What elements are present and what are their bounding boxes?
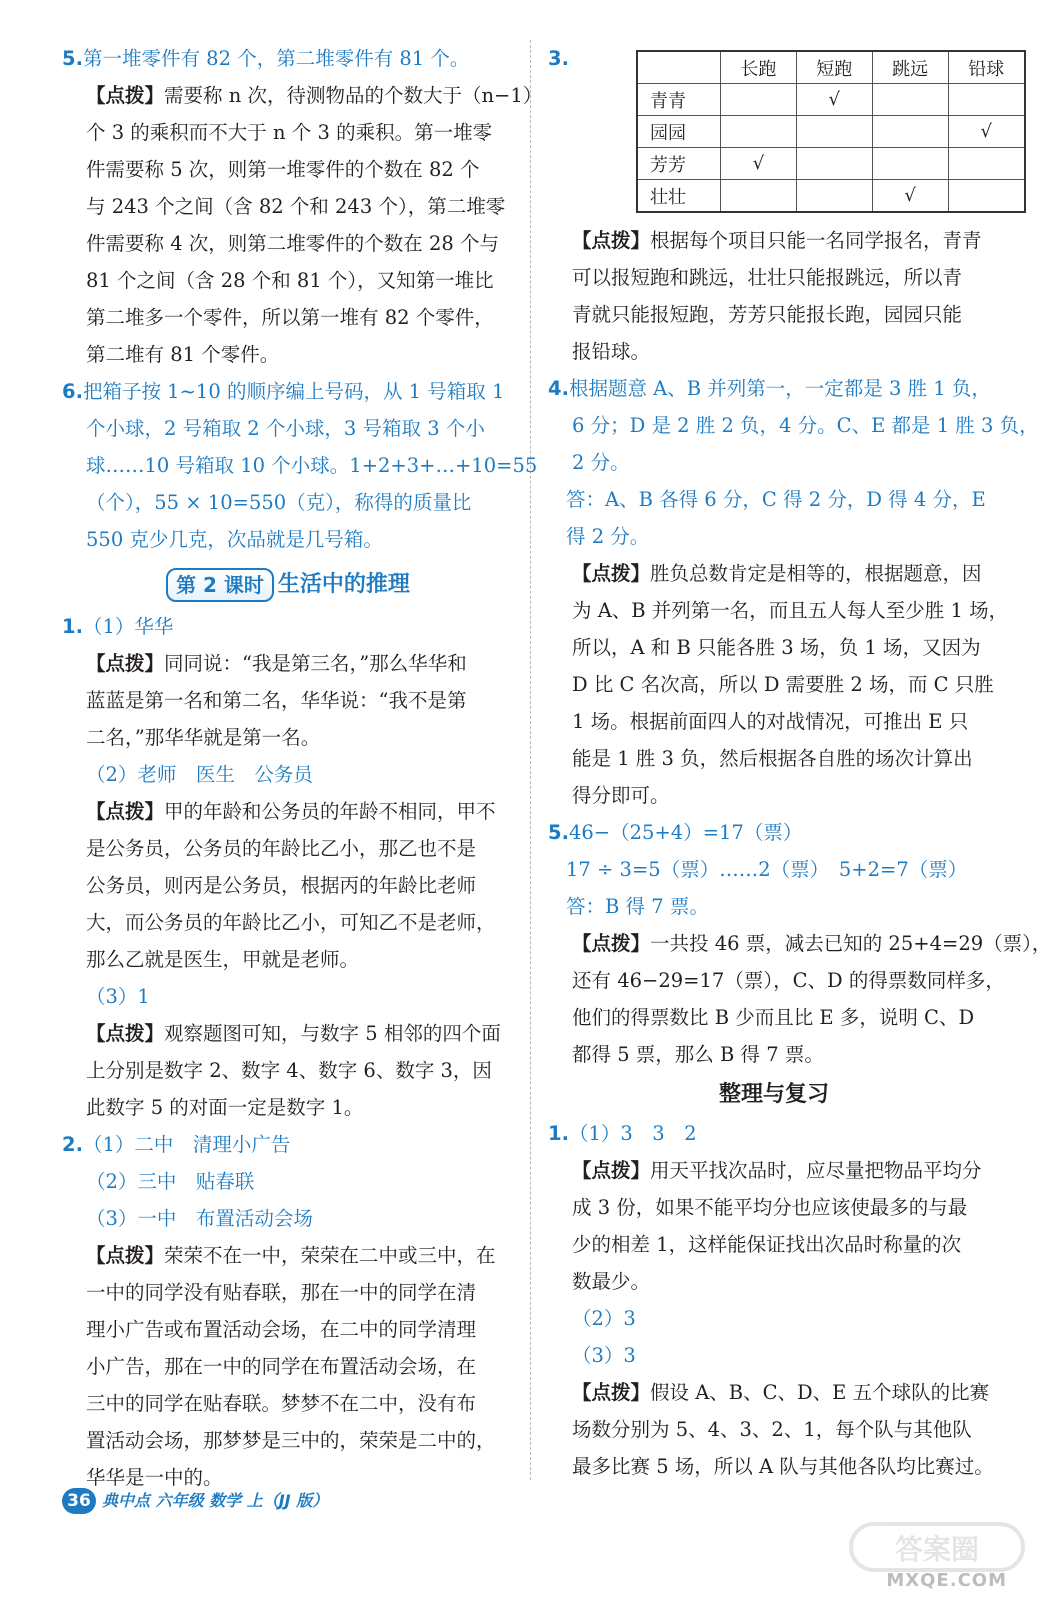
question-number: 6.: [62, 380, 83, 403]
question-number: 4.: [548, 377, 569, 400]
table-cell: √: [948, 116, 1025, 148]
table-row: [637, 148, 1025, 180]
r1-part3: （3）3: [572, 1344, 636, 1367]
left-column: [62, 40, 543, 1496]
hint-line: 青就只能报短跑，芳芳只能报长跑，园园只能: [572, 303, 963, 326]
q1-part3: （3）1: [86, 985, 150, 1008]
r1-part1: [548, 1115, 1000, 1152]
hint-text: 一共投 46 票，减去已知的 25+4=29（票），: [650, 932, 1051, 955]
book-title: 典中点 六年级 数学 上（JJ 版）: [102, 1491, 329, 1510]
table-cell: [721, 180, 797, 213]
page-footer: [62, 1488, 328, 1518]
hint-line: 81 个之间（含 28 个和 81 个），又知第一堆比: [86, 269, 494, 292]
q2-part3: （3）一中 布置活动会场: [86, 1207, 313, 1230]
q6-line: 个小球，2 号箱取 2 个小球，3 号箱取 3 个小: [86, 417, 485, 440]
table-cell: √: [796, 84, 872, 116]
section-heading: [62, 560, 514, 608]
table-header-row: [637, 51, 1025, 84]
hint-line: 还有 46−29=17（票），C、D 的得票数同样多，: [572, 969, 1005, 992]
column-header: 长跑: [721, 51, 797, 84]
q6-answer-line: [62, 373, 514, 410]
hint-line: [548, 222, 1000, 259]
hint-line: 成 3 份，如果不能平均分也应该使最多的与最: [572, 1196, 968, 1219]
hint-line: D 比 C 名次高，所以 D 需要胜 2 场，而 C 只胜: [572, 673, 994, 696]
table-cell: [872, 116, 948, 148]
table-cell: [872, 84, 948, 116]
table-cell: √: [721, 148, 797, 180]
hint-tag: 【点拨】: [86, 800, 165, 823]
hint-line: 报铅球。: [572, 340, 651, 363]
q4-answer: 答：A、B 各得 6 分，C 得 2 分，D 得 4 分，E: [566, 488, 986, 511]
table-cell: [796, 148, 872, 180]
hint-text: 观察题图可知，与数字 5 相邻的四个面: [164, 1022, 501, 1045]
section-heading: [548, 1075, 1000, 1115]
q4-line: 2 分。: [572, 451, 630, 474]
table-cell: [721, 116, 797, 148]
table-row: [637, 84, 1025, 116]
watermark-logo-text: 答案圈: [894, 1533, 980, 1566]
column-header: 短跑: [796, 51, 872, 84]
lesson-pill: 第 2 课时: [166, 568, 274, 602]
q1-answer: （1）华华: [82, 615, 174, 638]
row-header: 芳芳: [637, 148, 721, 180]
hint-line: 件需要称 4 次，则第二堆零件的个数在 28 个与: [86, 232, 500, 255]
hint-line: [62, 77, 543, 114]
hint-text: 同同说：“我是第三名，”那么华华和: [164, 652, 467, 675]
hint-line: 场数分别为 5、4、3、2、1，每个队与其他队: [572, 1418, 972, 1441]
hint-line: 理小广告或布置活动会场，在二中的同学清理: [86, 1318, 477, 1341]
question-number: 2.: [62, 1133, 83, 1156]
table-cell: √: [872, 180, 948, 213]
hint-line: 件需要称 5 次，则第一堆零件的个数在 82 个: [86, 158, 480, 181]
hint-line: 公务员，则丙是公务员，根据丙的年龄比老师: [86, 874, 477, 897]
hint-line: [548, 555, 1000, 592]
hint-line: 所以，A 和 B 只能各胜 3 场，负 1 场，又因为: [572, 636, 981, 659]
q6-line: 球……10 号箱取 10 个小球。1+2+3+…+10=55: [86, 454, 538, 477]
hint-line: [62, 1237, 514, 1274]
hint-line: 最多比赛 5 场，所以 A 队与其他各队均比赛过。: [572, 1455, 994, 1478]
q3-block: [548, 40, 1005, 222]
question-number: 5.: [548, 821, 569, 844]
hint-line: [62, 1015, 514, 1052]
table-row: [637, 180, 1025, 213]
hint-text: 甲的年龄和公务员的年龄不相同，甲不: [164, 800, 496, 823]
question-number: 5.: [62, 47, 83, 70]
hint-line: 个 3 的乘积而不大于 n 个 3 的乘积。第一堆零: [86, 121, 493, 144]
hint-line: 二名，”那华华就是第一名。: [86, 726, 321, 749]
table-cell: [796, 116, 872, 148]
hint-line: 是公务员，公务员的年龄比乙小，那乙也不是: [86, 837, 477, 860]
hint-line: 为 A、B 并列第一名，而且五人每人至少胜 1 场，: [572, 599, 1009, 622]
column-divider: [530, 40, 531, 1480]
hint-line: 那么乙就是医生，甲就是老师。: [86, 948, 360, 971]
hint-line: 少的相差 1，这样能保证找出次品时称量的次: [572, 1233, 962, 1256]
question-number: 1.: [548, 1122, 569, 1145]
q5-equation: 46−（25+4）=17（票）: [568, 821, 803, 844]
q6-line: 550 克少几克，次品就是几号箱。: [86, 528, 383, 551]
q2-part2: （2）三中 贴春联: [86, 1170, 255, 1193]
hint-line: 能是 1 胜 3 负，然后根据各自胜的场次计算出: [572, 747, 973, 770]
table-cell: [948, 84, 1025, 116]
hint-text: 荣荣不在一中，荣荣在二中或三中，在: [164, 1244, 496, 1267]
hint-line: 都得 5 票，那么 B 得 7 票。: [572, 1043, 824, 1066]
hint-line: 三中的同学在贴春联。梦梦不在二中，没有布: [86, 1392, 477, 1415]
row-header: 壮壮: [637, 180, 721, 213]
hint-line: 蓝蓝是第一名和第二名，华华说：“我不是第: [86, 689, 467, 712]
hint-text: 假设 A、B、C、D、E 五个球队的比赛: [650, 1381, 990, 1404]
q5-answer: 答：B 得 7 票。: [566, 895, 709, 918]
question-number: 1.: [62, 615, 83, 638]
hint-tag: 【点拨】: [572, 1381, 651, 1404]
table-cell: [796, 180, 872, 213]
hint-line: 大，而公务员的年龄比乙小，可知乙不是老师，: [86, 911, 496, 934]
section-title: 生活中的推理: [277, 571, 410, 597]
table-cell: [948, 180, 1025, 213]
hint-line: 数最少。: [572, 1270, 651, 1293]
question-number: 3.: [548, 47, 569, 70]
hint-tag: 【点拨】: [86, 1244, 165, 1267]
hint-line: 第二堆有 81 个零件。: [86, 343, 280, 366]
hint-line: 第二堆多一个零件，所以第一堆有 82 个零件，: [86, 306, 494, 329]
watermark-url: MXQE.COM: [886, 1570, 1007, 1591]
q4-line: 6 分；D 是 2 胜 2 负，4 分。C、E 都是 1 胜 3 负，: [572, 414, 1039, 437]
q1-part1: [62, 608, 514, 645]
hint-line: 得分即可。: [572, 784, 670, 807]
hint-tag: 【点拨】: [86, 1022, 165, 1045]
hint-line: 1 场。根据前面四人的对战情况，可推出 E 只: [572, 710, 969, 733]
hint-line: 与 243 个之间（含 82 个和 243 个），第二堆零: [86, 195, 506, 218]
q5-answer: 第一堆零件有 82 个，第二堆零件有 81 个。: [82, 47, 470, 70]
table-row: [637, 116, 1025, 148]
q5-line: 17 ÷ 3=5（票）……2（票） 5+2=7（票）: [566, 858, 968, 881]
page-number: 36: [62, 1488, 96, 1514]
row-header: 园园: [637, 116, 721, 148]
hint-line: [548, 1152, 1000, 1189]
table-cell: [948, 148, 1025, 180]
section-title: 整理与复习: [718, 1082, 829, 1107]
hint-tag: 【点拨】: [86, 84, 165, 107]
hint-tag: 【点拨】: [572, 562, 651, 585]
hint-line: 置活动会场，那梦梦是三中的，荣荣是二中的，: [86, 1429, 496, 1452]
hint-line: [62, 645, 514, 682]
hint-line: [62, 793, 514, 830]
r1-answer: （1）3 3 2: [568, 1122, 697, 1145]
hint-text: 用天平找次品时，应尽量把物品平均分: [650, 1159, 982, 1182]
hint-line: 上分别是数字 2、数字 4、数字 6、数字 3，因: [86, 1059, 492, 1082]
hint-text: 根据每个项目只能一名同学报名，青青: [650, 229, 982, 252]
hint-line: 他们的得票数比 B 少而且比 E 多，说明 C、D: [572, 1006, 975, 1029]
q6-line: （个），55 × 10=550（克），称得的质量比: [86, 491, 472, 514]
q1-part2: （2）老师 医生 公务员: [86, 763, 313, 786]
column-header: 跳远: [872, 51, 948, 84]
hint-line: [548, 1374, 1000, 1411]
sports-table: [636, 50, 1026, 213]
q2-part1: [62, 1126, 514, 1163]
hint-line: 一中的同学没有贴春联，那在一中的同学在清: [86, 1281, 477, 1304]
hint-line: 华华是一中的。: [86, 1466, 223, 1489]
hint-line: 此数字 5 的对面一定是数字 1。: [86, 1096, 364, 1119]
row-header: 青青: [637, 84, 721, 116]
r1-part2: （2）3: [572, 1307, 636, 1330]
hint-line: 可以报短跑和跳远，壮壮只能报跳远，所以青: [572, 266, 963, 289]
hint-line: [548, 925, 1051, 962]
hint-tag: 【点拨】: [86, 652, 165, 675]
right-column: [548, 40, 1051, 1485]
q5-line: [548, 814, 1000, 851]
q4-text: 根据题意 A、B 并列第一，一定都是 3 胜 1 负，: [568, 377, 991, 400]
hint-text: 需要称 n 次，待测物品的个数大于（n−1）: [164, 84, 543, 107]
table-corner: [637, 51, 721, 84]
q4-line: [548, 370, 1000, 407]
hint-text: 胜负总数肯定是相等的，根据题意，因: [650, 562, 982, 585]
hint-tag: 【点拨】: [572, 229, 651, 252]
q4-answer: 得 2 分。: [566, 525, 650, 548]
q5-answer-line: [62, 40, 514, 77]
hint-tag: 【点拨】: [572, 932, 651, 955]
hint-tag: 【点拨】: [572, 1159, 651, 1182]
q2-answer: （1）二中 清理小广告: [82, 1133, 291, 1156]
hint-line: 小广告，那在一中的同学在布置活动会场，在: [86, 1355, 477, 1378]
column-header: 铅球: [948, 51, 1025, 84]
table-cell: [872, 148, 948, 180]
q6-text: 把箱子按 1~10 的顺序编上号码，从 1 号箱取 1: [82, 380, 505, 403]
table-cell: [721, 84, 797, 116]
